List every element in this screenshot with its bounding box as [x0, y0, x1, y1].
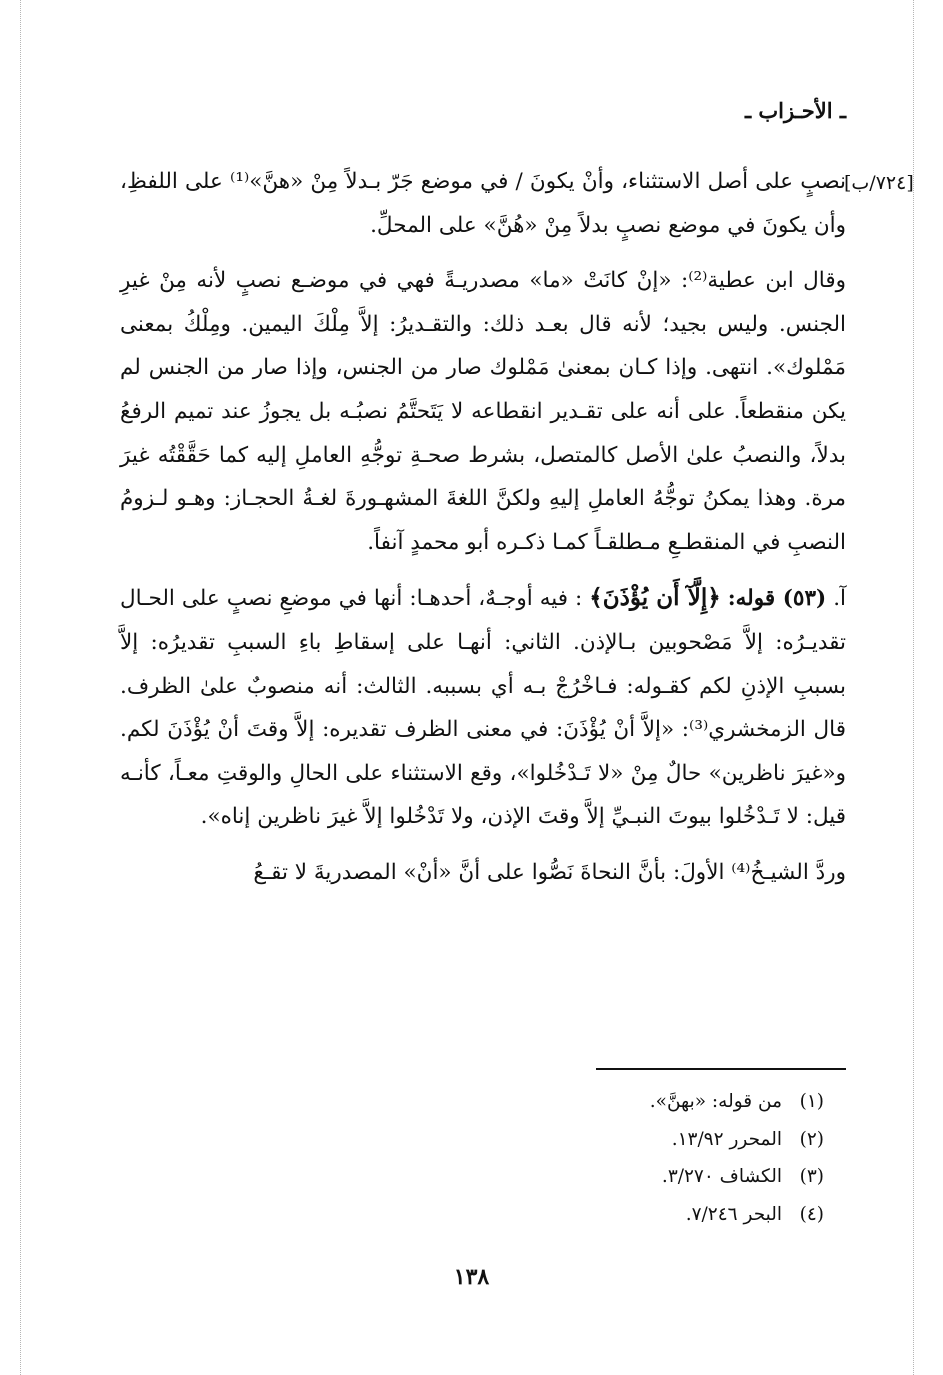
page-number: ١٣٨	[453, 1264, 490, 1290]
paragraph-53	[120, 576, 846, 839]
paragraph-1: نصبٍ على أصل الاستثناء، وأنْ يكونَ / في موضع جَرّ بـدلاً مِنْ «هنَّ»⁽¹⁾ على اللفظِ، وأن يكونَ في موضع نصبٍ بدلاً مِنْ «هُنَّ» على المحلِّ.	[120, 169, 846, 238]
footnote-number: (٤)	[799, 1203, 824, 1225]
footnote-text: الكشاف ٣/٢٧٠.	[661, 1166, 782, 1187]
footnote	[124, 1083, 824, 1121]
section-label: آ.	[833, 586, 847, 612]
footnote-text: المحرر ١٣/٩٢.	[671, 1128, 782, 1150]
footnote-number: (١)	[799, 1091, 824, 1112]
footnote-rule	[596, 1068, 846, 1070]
commentary-text: : فيه أوجـهٌ، أحدهـا: أنها في موضعِ نصبٍ على الحـال تقديـرُه: إلاَّ مَصْحوبين بـالإذن. الثاني: أنهـا على إسقاطِ باءِ السببِ تقديرُه: إلاَّ بسببِ الإذنِ لكم كقـوله: فـاخْرُجْ بـه أي بسببه. الثالث: أنه منصوبٌ علىٰ الظرف. قال الزمخشري⁽³⁾: «إلاَّ أنْ يُؤْذَنَ: في معنى الظرف تقديره: إلاَّ وقتَ أنْ يُؤْذَنَ لكم. و«غيرَ ناظرين» حالٌ مِنْ «لا تَـدْخُلوا»، وقع الاستثناء على الحالِ والوقتِ معـاً، كأنـه قيل: لا تَـدْخُلوا بيوتَ النبـيِّ إلاَّ وقتَ الإذن، ولا تَدْخُلوا إلاَّ غيرَ ناظرين إناه».	[120, 586, 847, 830]
margin-guide-left	[20, 0, 21, 1375]
margin-guide-right	[913, 0, 914, 1375]
paragraph-2: وقال ابن عطية⁽²⁾: «إنْ كانَتْ «ما» مصدريـةً فهي في موضـع نصبٍ لأنه مِنْ غيرِ الجنس. وليس بجيد؛ لأنه قال بعـد ذلك: والتقـديرُ: إلاَّ مِلْكَ اليمين. ومِلْكُ بمعنى مَمْلوك». انتهى. وإذا كـان بمعنىٰ مَمْلوك صار من الجنس، وإذا صار من الجنس لم يكن منقطعاً. على أنه على تقـدير انقطاعه لا يَتَحتَّمُ نصبُـه بل يجوزُ عند تميم الرفعُ بدلاً، والنصبُ علىٰ الأصل كالمتصل، بشرط صحـةِ توجُّهِ العاملِ إليه كما حَقَّقْتُه غيرَ مرة. وهذا يمكنُ توجُّهُ العاملِ إليهِ ولكنَّ اللغةَ المشهـورةَ لغـةُ الحجـاز: وهـو لـزومُ النصبِ في المنقطـعِ مـطلقـاً كمـا ذكـره أبو محمدٍ آنفاً.	[120, 268, 846, 555]
footnote-number: (٣)	[799, 1166, 824, 1187]
quranic-verse: ﴿إِلَّآ أَن يُؤْذَنَ﴾	[589, 584, 721, 612]
footnote-text: من قوله: «بهنَّ».	[649, 1091, 782, 1112]
footnote	[124, 1158, 824, 1196]
verse-number: (٥٣) قوله:	[727, 586, 827, 612]
paragraph-last: وردَّ الشيـخُ⁽⁴⁾ الأولَ: بأنَّ النحاةَ نَصُّوا على أنَّ «أنْ» المصدريةَ لا تقـعُ	[253, 859, 846, 885]
footnotes	[124, 1083, 824, 1233]
footnote	[124, 1121, 824, 1159]
footnote-number: (٢)	[799, 1128, 824, 1150]
margin-reference: [٧٢٤/ب]	[844, 172, 914, 194]
running-head: ـ الأحـزاب ـ	[744, 98, 846, 123]
body-text	[120, 160, 846, 907]
footnote	[124, 1196, 824, 1234]
page	[120, 0, 846, 1375]
footnote-text: البحر ٧/٢٤٦.	[685, 1203, 782, 1225]
